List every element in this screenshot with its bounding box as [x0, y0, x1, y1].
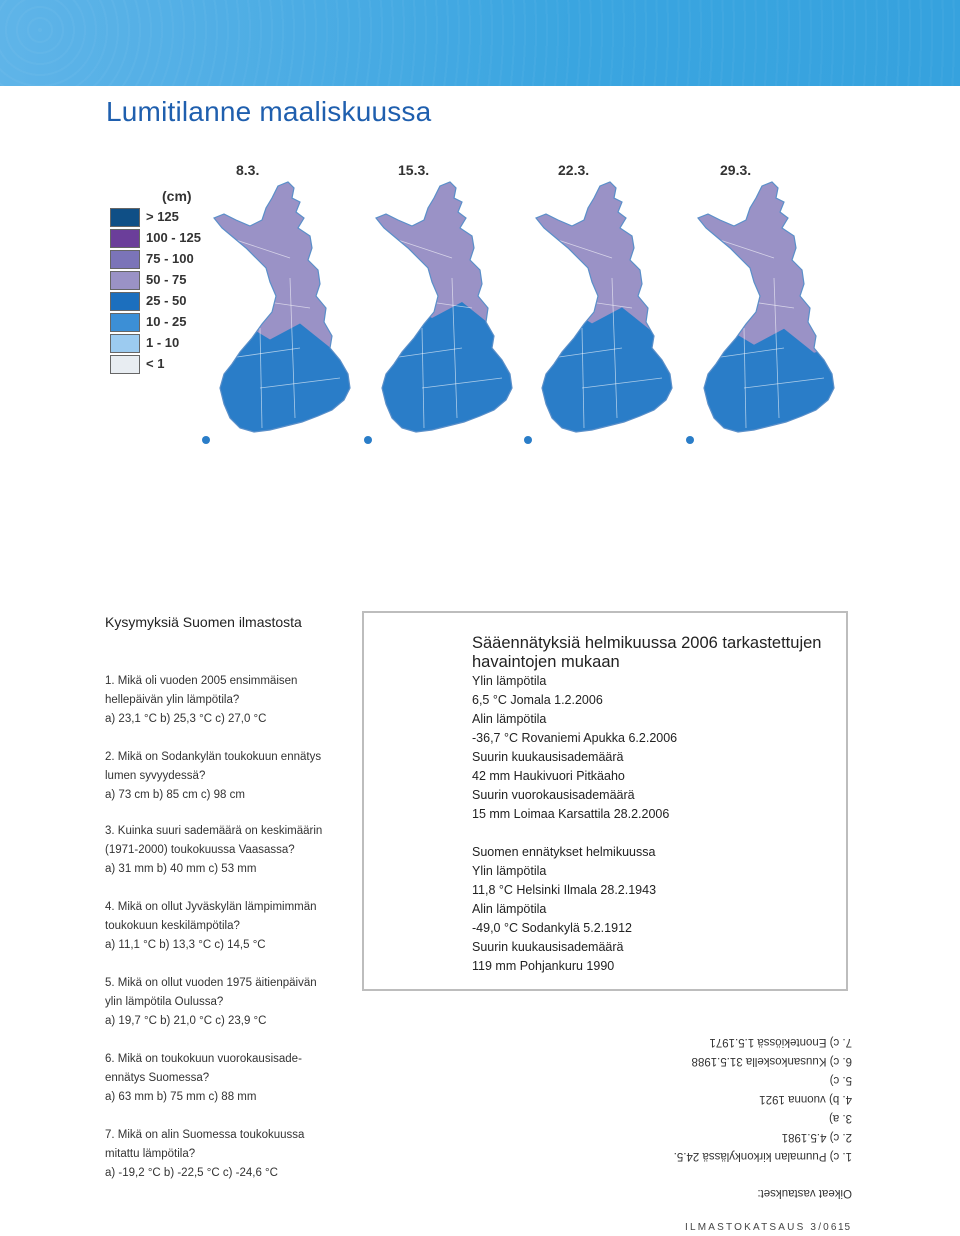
map-date: 29.3. [720, 162, 752, 178]
legend-swatch [110, 271, 140, 290]
answer-line: 6. c) Kuusankoskella 31.5.1988 [691, 1055, 852, 1067]
record-line: 6,5 °C Jomala 1.2.2006 [472, 693, 603, 707]
legend-swatch [110, 250, 140, 269]
answer-line: 5. c) [829, 1074, 852, 1086]
legend-unit: (cm) [162, 188, 192, 204]
answers-title: Oikeat vastaukset: [757, 1187, 852, 1199]
question-text: lumen syvyydessä? [105, 770, 206, 782]
question-text: 4. Mikä on ollut Jyväskylän lämpimimmän [105, 901, 317, 913]
south-snow-region [684, 327, 854, 446]
south-snow-region [200, 321, 370, 446]
answer-options: a) 31 mm b) 40 mm c) 53 mm [105, 863, 257, 875]
quiz-questions [105, 614, 355, 1179]
finland-map [200, 178, 370, 446]
answer-options: a) 19,7 °C b) 21,0 °C c) 23,9 °C [105, 1015, 267, 1027]
south-snow-region [522, 305, 692, 446]
answer-options: a) 63 mm b) 75 mm c) 88 mm [105, 1091, 257, 1103]
answer-options: a) 73 cm b) 85 cm c) 98 cm [105, 789, 245, 801]
snow-map-1 [200, 162, 370, 447]
question-text: 6. Mikä on toukokuun vuorokausisade- [105, 1053, 302, 1065]
answer-options: a) -19,2 °C b) -22,5 °C c) -24,6 °C [105, 1167, 278, 1179]
answer-line: 4. b) vuonna 1921 [759, 1093, 852, 1105]
question-text: ylin lämpötila Oulussa? [105, 996, 224, 1008]
record-line: Suurin vuorokausisademäärä [472, 788, 635, 802]
record-line: 11,8 °C Helsinki Ilmala 28.2.1943 [472, 883, 657, 897]
question-text: hellepäivän ylin lämpötila? [105, 694, 240, 706]
snow-map-4 [684, 162, 854, 447]
answer-options: a) 23,1 °C b) 25,3 °C c) 27,0 °C [105, 713, 267, 725]
legend-label: < 1 [146, 356, 165, 371]
legend-swatch [110, 355, 140, 374]
record-line: 42 mm Haukivuori Pitkäaho [472, 769, 625, 783]
finland-map [362, 178, 532, 446]
record-line: Suomen ennätykset helmikuussa [472, 845, 656, 859]
finland-map [522, 178, 692, 446]
answer-line: 2. c) 4.5.1981 [781, 1131, 852, 1143]
aland-islands [686, 436, 694, 444]
answer-line: 3. a) [828, 1112, 852, 1124]
record-line: Suurin kuukausisademäärä [472, 750, 624, 764]
question-text: toukokuun keskilämpötila? [105, 920, 240, 932]
record-line: Ylin lämpötila [472, 674, 547, 688]
question-text: 2. Mikä on Sodankylän toukokuun ennätys [105, 751, 322, 763]
record-line: Alin lämpötila [472, 712, 547, 726]
legend-swatch [110, 313, 140, 332]
answer-line: 7. c) Enontekiössä 1.5.1971 [709, 1036, 852, 1048]
snow-map-2 [362, 162, 532, 447]
legend-label: 1 - 10 [146, 335, 180, 350]
aland-islands [364, 436, 372, 444]
question-text: 5. Mikä on ollut vuoden 1975 äitienpäivän [105, 977, 317, 989]
legend-label: > 125 [146, 209, 179, 224]
question-text: mitattu lämpötila? [105, 1148, 196, 1160]
record-line: 119 mm Pohjankuru 1990 [472, 959, 615, 973]
legend-swatch [110, 229, 140, 248]
legend-label: 10 - 25 [146, 314, 187, 329]
aland-islands [524, 436, 532, 444]
answer-options: a) 11,1 °C b) 13,3 °C c) 14,5 °C [105, 939, 266, 951]
record-line: 15 mm Loimaa Karsattila 28.2.2006 [472, 807, 670, 821]
question-text: ennätys Suomessa? [105, 1072, 210, 1084]
map-date: 15.3. [398, 162, 430, 178]
legend-label: 75 - 100 [146, 251, 194, 266]
weather-records-box [362, 611, 848, 991]
aland-islands [202, 436, 210, 444]
answer-line: 1. c) Puumalan kirkonkylässä 24.5. [673, 1150, 852, 1162]
map-date: 22.3. [558, 162, 590, 178]
publication-name: ILMASTOKATSAUS 3/06 [685, 1222, 839, 1233]
page-number: 15 [838, 1222, 852, 1233]
header-banner [0, 0, 960, 86]
map-date: 8.3. [236, 162, 260, 178]
finland-map [684, 178, 854, 446]
legend-label: 100 - 125 [146, 230, 201, 245]
legend-swatch [110, 208, 140, 227]
legend-label: 50 - 75 [146, 272, 187, 287]
page-title: Lumitilanne maaliskuussa [106, 96, 432, 127]
record-line: Ylin lämpötila [472, 864, 547, 878]
records-heading: Sääennätyksiä helmikuussa 2006 tarkastettujen havaintojen mukaan [472, 634, 822, 671]
record-line: Suurin kuukausisademäärä [472, 940, 624, 954]
record-line: -36,7 °C Rovaniemi Apukka 6.2.2006 [472, 731, 678, 745]
question-text: 1. Mikä oli vuoden 2005 ensimmäisen [105, 675, 298, 687]
record-line: -49,0 °C Sodankylä 5.2.1912 [472, 921, 632, 935]
question-text: (1971-2000) toukokuussa Vaasassa? [105, 844, 295, 856]
quiz-title: Kysymyksiä Suomen ilmastosta [105, 614, 302, 630]
legend-label: 25 - 50 [146, 293, 187, 308]
snow-map-3 [522, 162, 692, 447]
quiz-answers-upside-down [660, 1036, 852, 1202]
legend-swatch [110, 292, 140, 311]
question-text: 3. Kuinka suuri sademäärä on keskimäärin [105, 825, 323, 837]
record-line: Alin lämpötila [472, 902, 547, 916]
question-text: 7. Mikä on alin Suomessa toukokuussa [105, 1129, 305, 1141]
legend-swatch [110, 334, 140, 353]
